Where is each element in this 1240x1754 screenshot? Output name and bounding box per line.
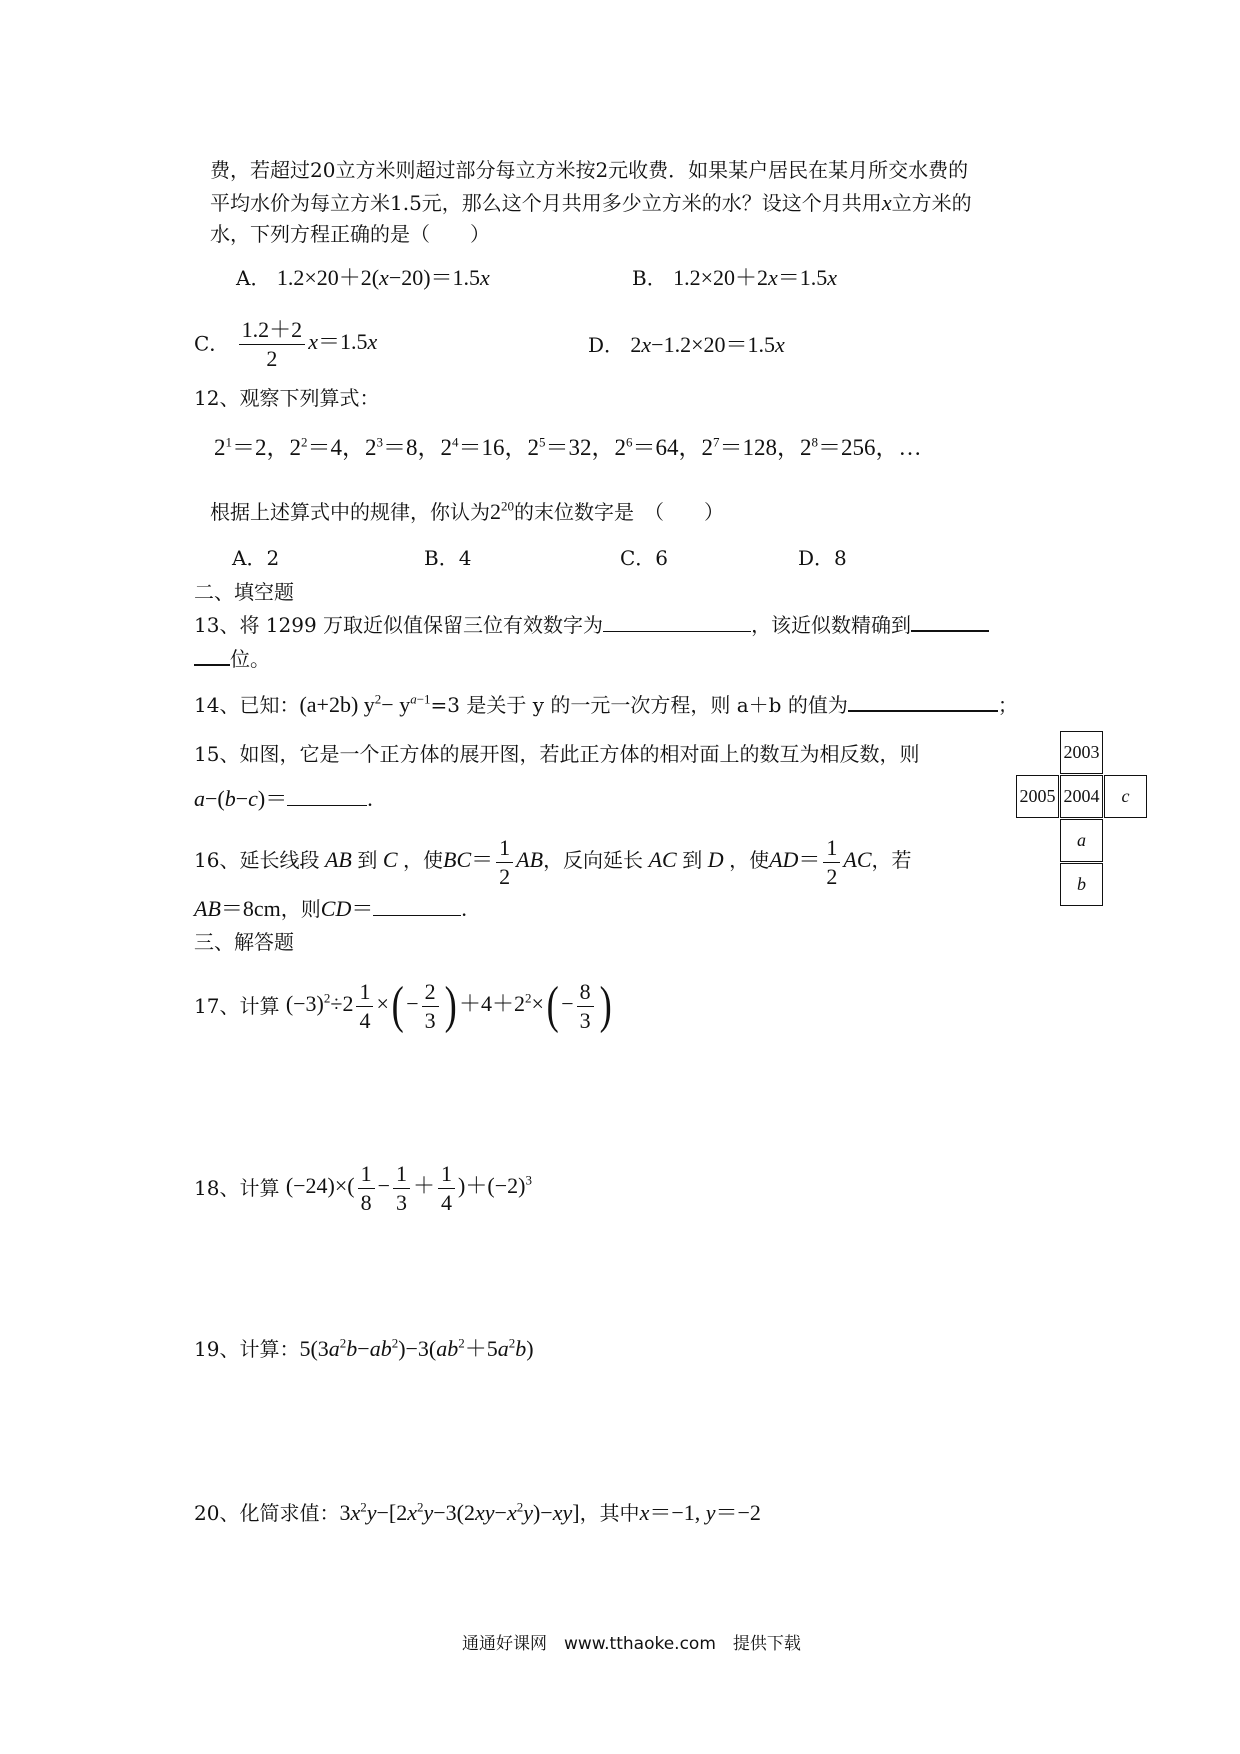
q15-blank[interactable] [287, 787, 367, 806]
q20-cond-label: ，其中 [579, 1501, 640, 1525]
q11-line2-tail: 立方米的 [891, 191, 972, 215]
q11-option-c-formula: $\frac{1.2+2}{2}$ x＝1.5x [236, 329, 378, 354]
footer-credit: 通通好课网 www.tthaoke.com 提供下载 [462, 1634, 801, 1654]
q16-ab-given: AB＝8cm [194, 896, 281, 921]
q11-option-c [194, 316, 377, 372]
q14 [194, 692, 1018, 718]
q11-line2-var: x [881, 190, 892, 215]
net-cell-center: 2004 [1060, 775, 1103, 818]
q17-label: 17、计算 [194, 994, 280, 1018]
q13-line1 [194, 612, 989, 637]
q18-formula: (−24)×( $\frac{1}{8}$ − $\frac{1}{3}$ ＋ $\frac{1}{4}$ )$+(-2)^3$ [285, 1161, 532, 1215]
q16-line1: 16、延长线段 AB 到 C ，使BC＝ $\frac{1}{2}$ AB，反向延长 AC 到 D ，使AD＝ $\frac{1}{2}$ AC，若 [194, 835, 912, 889]
q20-condition: x＝−1, y＝−2 [639, 1500, 761, 1525]
net-cell-below-2: b [1060, 863, 1103, 906]
q14-end: ； [997, 693, 1018, 717]
q13-text1: 13、将 1299 万取近似值保留三位有效数字为 [194, 613, 604, 637]
q17 [194, 978, 614, 1034]
q13-blank-2b[interactable] [194, 646, 230, 666]
q16-bc-formula: BC＝ $\frac{1}{2}$ AB [443, 835, 544, 889]
q12-power-20: $2^{20}$ [490, 498, 514, 524]
q12-powers: $2^1=2$，$2^2=4$，$2^3=8$，$2^4=16$，$2^5=32$，$2^6=64$，$2^7=128$，$2^8=256$，… [214, 434, 922, 460]
section-title-solve: 三、解答题 [194, 930, 294, 954]
q11-option-b-formula: 1.2×20＋2x＝1.5x [673, 265, 838, 290]
net-cell-below-1: a [1060, 819, 1103, 862]
q11-option-a-label: A． [236, 266, 271, 290]
q11-option-b [632, 265, 837, 291]
q13-line2 [194, 646, 270, 671]
q13-text2: ，该近似数精确到 [751, 613, 912, 637]
q11-option-d [588, 332, 785, 358]
q12-option-d: D．8 [798, 546, 847, 570]
net-cell-top: 2003 [1060, 731, 1103, 774]
q20-formula: $3x^2y-[2x^2y-3(2xy-x^2y)-xy]$ [339, 1499, 580, 1525]
net-cell-left: 2005 [1016, 775, 1059, 818]
q19 [194, 1336, 534, 1362]
q12-option-a: A．2 [232, 546, 280, 570]
q11-line3: 水，下列方程正确的是（ ） [210, 222, 490, 246]
q16-t8: ，则 [280, 897, 321, 921]
q16-ad-formula: AD＝ $\frac{1}{2}$ AC [769, 835, 872, 889]
q16-line2 [194, 896, 467, 922]
q16-t2: 到 [357, 848, 378, 873]
q15-text: 15、如图，它是一个正方体的展开图，若此正方体的相对面上的数互为相反数，则 [194, 742, 920, 766]
q16-t1: 16、延长线段 [194, 848, 320, 873]
q11-option-b-label: B． [632, 266, 667, 290]
q14-blank[interactable] [848, 692, 998, 712]
q11-option-c-label: C． [194, 331, 230, 356]
q18-label: 18、计算 [194, 1176, 280, 1200]
q16-t7: ，若 [871, 848, 912, 873]
q16-t4: ，反向延长 [543, 848, 644, 873]
q19-label: 19、计算： [194, 1337, 300, 1361]
q19-formula: $5(3a^2b-ab^2)-3(ab^2+5a^2b)$ [299, 1335, 534, 1361]
q16-t6: ，使 [729, 848, 770, 873]
q11-option-a [236, 265, 490, 291]
q18 [194, 1160, 532, 1216]
q20 [194, 1500, 761, 1526]
q15-expression: a−(b−c)＝ . [194, 786, 373, 811]
q12-option-c: C．6 [620, 546, 669, 570]
q12-stem: 12、观察下列算式： [194, 386, 380, 410]
q11-line2 [210, 190, 972, 216]
q12-option-b: B．4 [424, 546, 472, 570]
q11-line1: 费，若超过20立方米则超过部分每立方米按2元收费．如果某户居民在某月所交水费的 [210, 158, 969, 182]
net-cell-right: c [1104, 775, 1147, 818]
q16-t3: ，使 [403, 848, 444, 873]
q16-cd: CD＝ . [320, 896, 467, 921]
q13-text3: 位。 [230, 647, 270, 671]
q11-line2-text: 平均水价为每立方米1.5元，那么这个月共用多少立方米的水？设这个月共用 [210, 191, 882, 215]
section-title-fill-blank: 二、填空题 [194, 580, 294, 604]
q14-mid: =3 是关于 y 的一元一次方程，则 a＋b 的值为 [430, 693, 848, 717]
q12-rule [210, 499, 724, 525]
q16-blank[interactable] [373, 897, 461, 916]
q14-label: 14、已知： [194, 693, 300, 717]
q16-t5: 到 [682, 848, 703, 873]
q17-formula: $(-3)^2\div 2$ $\frac{1}{4}$ ×( − $\frac{2}{3}$ ) $+4+2^2\times$( − $\frac{8}{3}$ ) [285, 976, 612, 1034]
q12-rule-tail: 的末位数字是 （ ） [514, 500, 724, 524]
q11-option-d-formula: 2x−1.2×20＝1.5x [630, 332, 785, 357]
q11-option-d-label: D． [588, 333, 625, 357]
q13-blank-1[interactable] [603, 613, 751, 632]
q13-blank-2a[interactable] [911, 612, 989, 632]
q12-rule-text: 根据上述算式中的规律，你认为 [210, 500, 490, 524]
q20-label: 20、化简求值： [194, 1501, 340, 1525]
q14-formula: (a+2b) $y^2- y^{a-1}$ [299, 691, 431, 717]
q11-option-a-formula: 1.2×20＋2(x−20)＝1.5x [276, 265, 490, 290]
